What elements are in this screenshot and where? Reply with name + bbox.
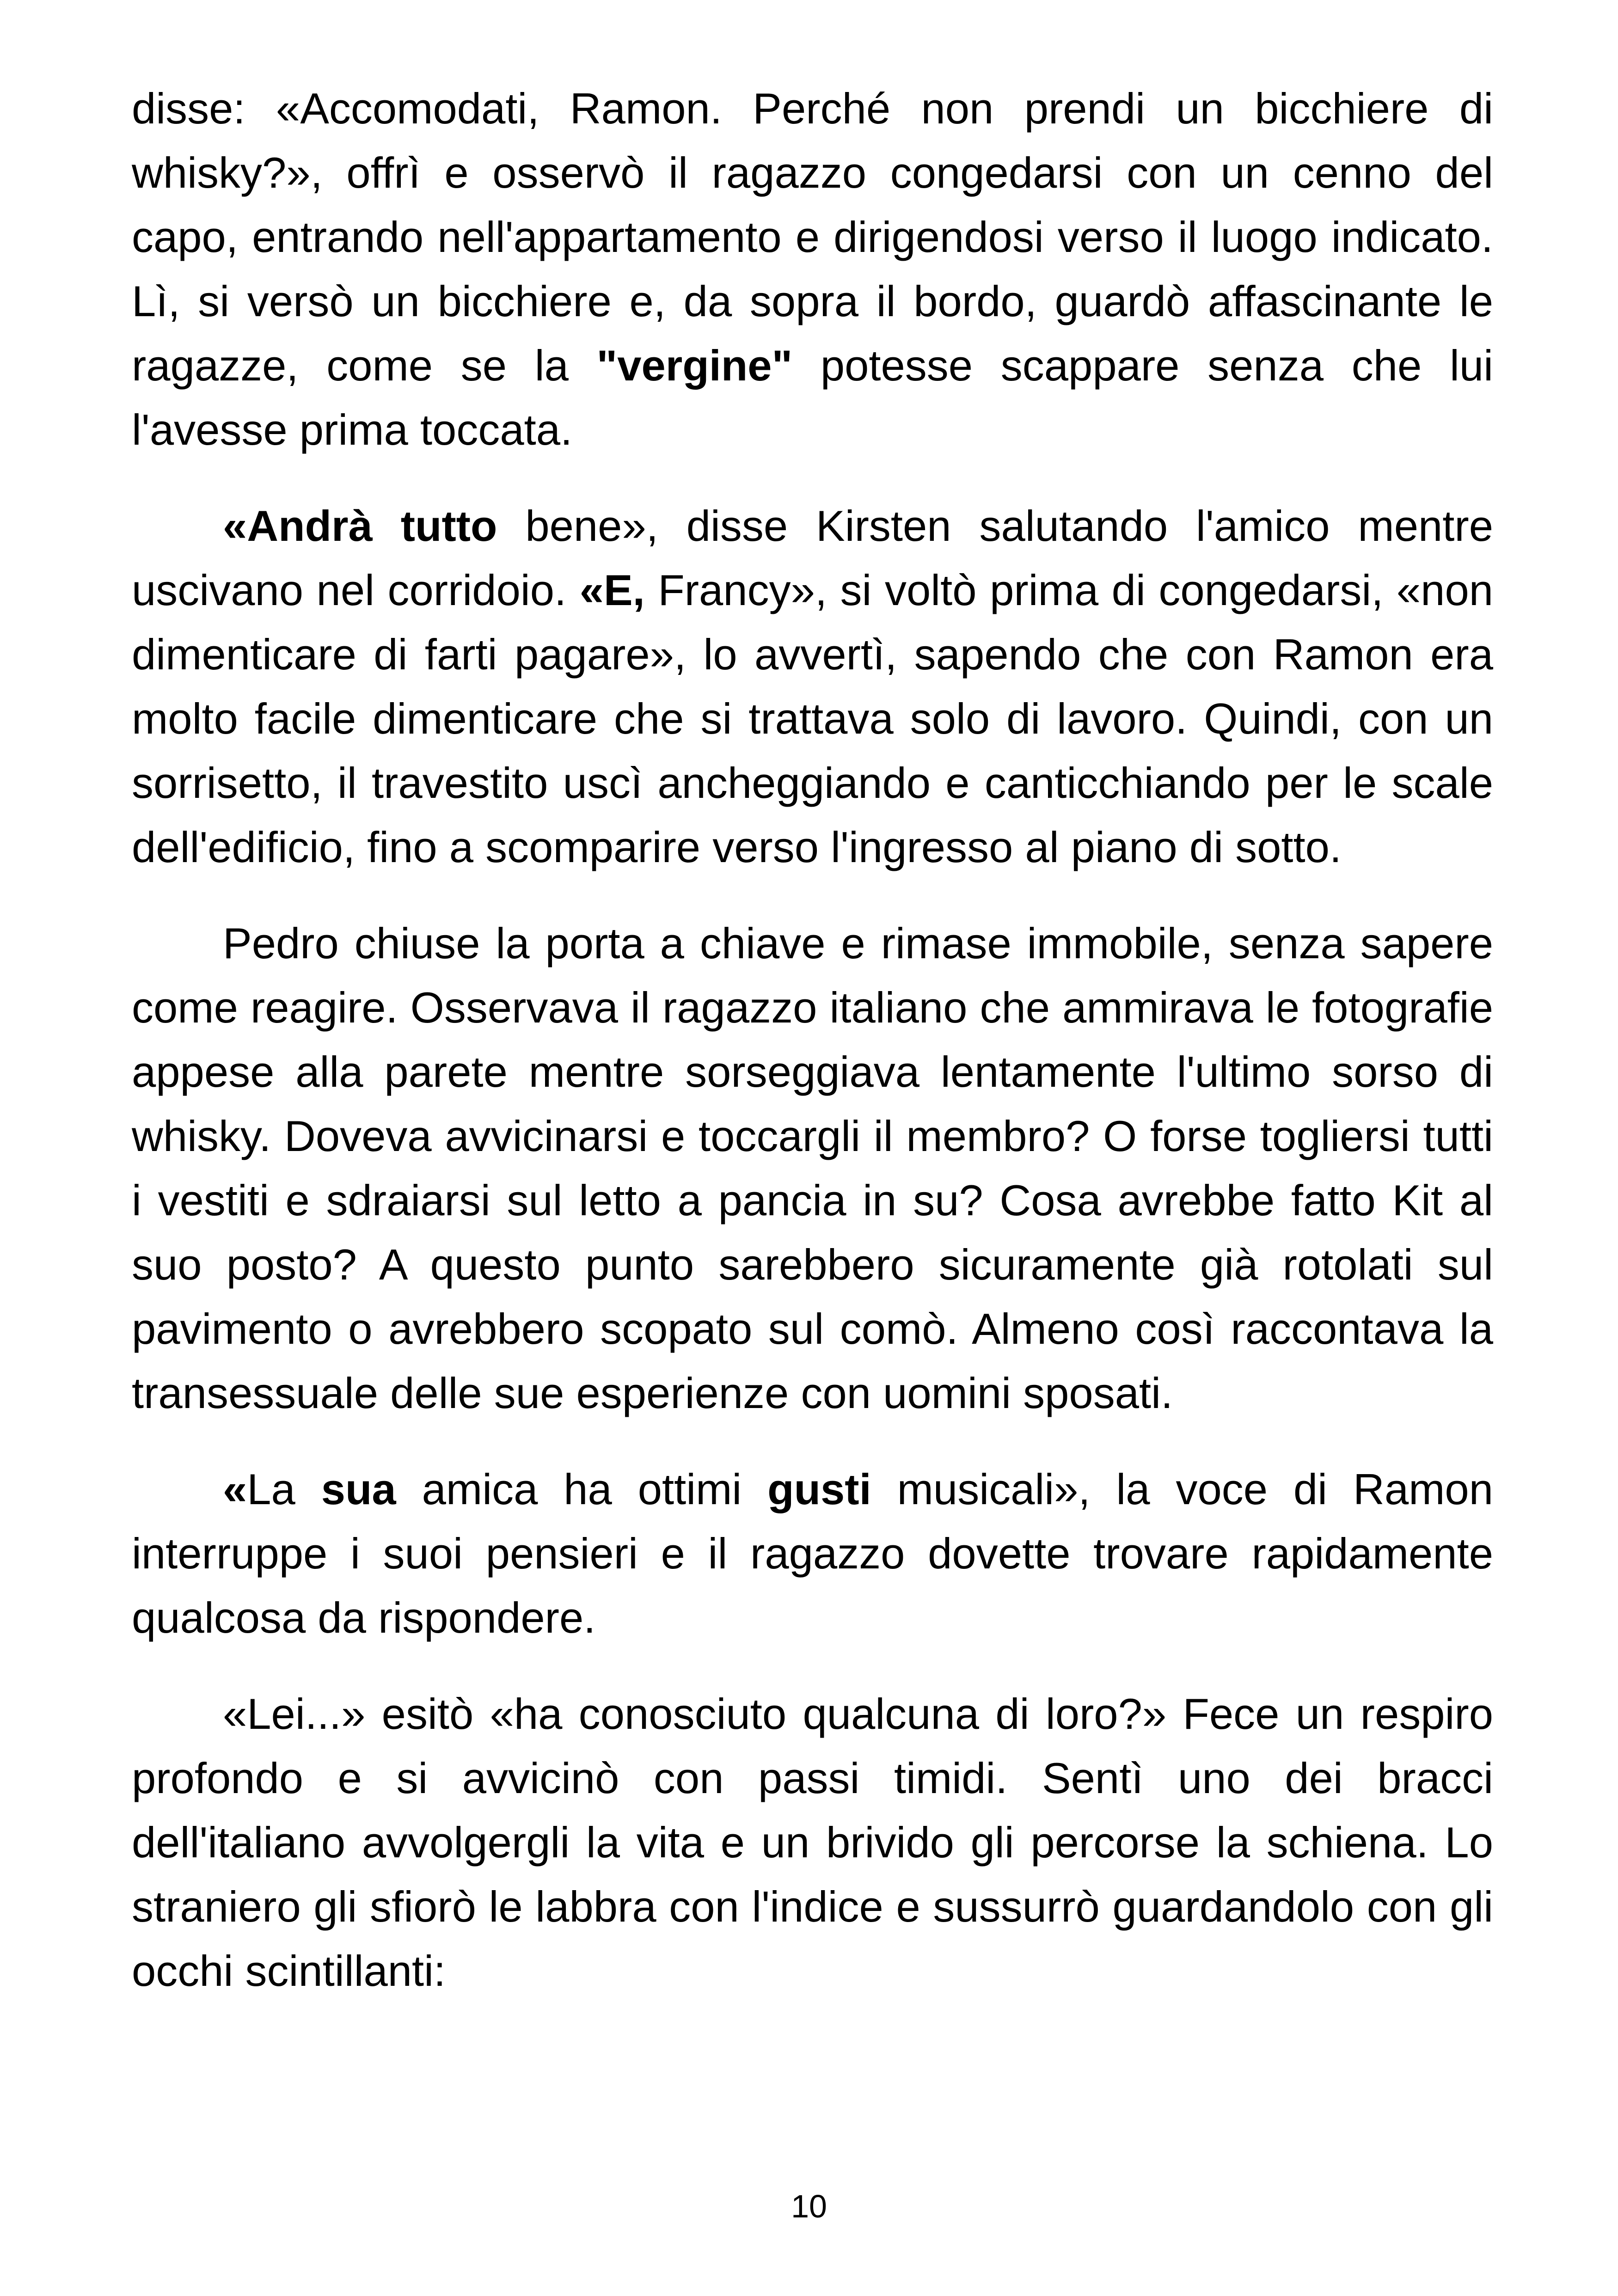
text-run: Pedro chiuse la porta a chiave e rimase immobile, senza sapere come reagire. Osservava il ragazzo italiano che ammirava le fotografie appese alla parete mentre sorseggiava lentamente l'ultimo sorso di whisky. Doveva avvicinarsi e toccargli il membro? O forse togliersi tutti i vestiti e sdraiarsi sul letto a pancia in su? Cosa avrebbe fatto Kit al suo posto? A questo punto sarebbero sicuramente già rotolati sul pavimento o avrebbero scopato sul comò. Almeno così raccontava la transessuale delle sue esperienze con uomini sposati. [132, 919, 1493, 1417]
text-run: «Lei...» esitò «ha conosciuto qualcuna di loro?» Fece un respiro profondo e si avvicinò con passi timidi. Sentì uno dei bracci dell'italiano avvolgergli la vita e un brivido gli percorse la schiena. Lo straniero gli sfiorò le labbra con l'indice e sussurrò guardandolo con gli occhi scintillanti: [132, 1690, 1493, 1995]
bold-text-run: sua [321, 1465, 396, 1513]
bold-text-run: "vergine" [596, 341, 793, 390]
body-text [132, 76, 1493, 2003]
bold-text-run: gusti [767, 1465, 871, 1513]
text-run: La [247, 1465, 321, 1513]
text-run: bene», disse Kirsten salutando l'amico mentre uscivano nel corridoio. [132, 502, 1493, 614]
paragraph [132, 911, 1493, 1425]
paragraph [132, 1457, 1493, 1650]
text-run: Francy», si voltò prima di congedarsi, «non dimenticare di farti pagare», lo avvertì, sapendo che con Ramon era molto facile dimenticare che si trattava solo di lavoro. Quindi, con un sorrisetto, il travestito uscì ancheggiando e canticchiando per le scale dell'edificio, fino a scomparire verso l'ingresso al piano di sotto. [132, 566, 1493, 871]
text-run: amica ha ottimi [396, 1465, 768, 1513]
text-run: potesse scappare senza che lui l'avesse prima toccata. [132, 341, 1493, 454]
bold-text-run: «E, [579, 566, 645, 614]
text-run: disse: «Accomodati, Ramon. Perché non prendi un bicchiere di whisky?», offrì e osservò il ragazzo congedarsi con un cenno del capo, entrando nell'appartamento e dirigendosi verso il luogo indicato. Lì, si versò un bicchiere e, da sopra il bordo, guardò affascinante le ragazze, come se la [132, 84, 1493, 390]
text-run: musicali», la voce di Ramon interruppe i suoi pensieri e il ragazzo dovette trovare rapidamente qualcosa da rispondere. [132, 1465, 1493, 1642]
page-number: 10 [791, 2188, 827, 2224]
paragraph [132, 494, 1493, 879]
paragraph [132, 76, 1493, 462]
bold-text-run: « [223, 1465, 247, 1513]
bold-text-run: «Andrà tutto [223, 502, 497, 550]
paragraph [132, 1682, 1493, 2003]
